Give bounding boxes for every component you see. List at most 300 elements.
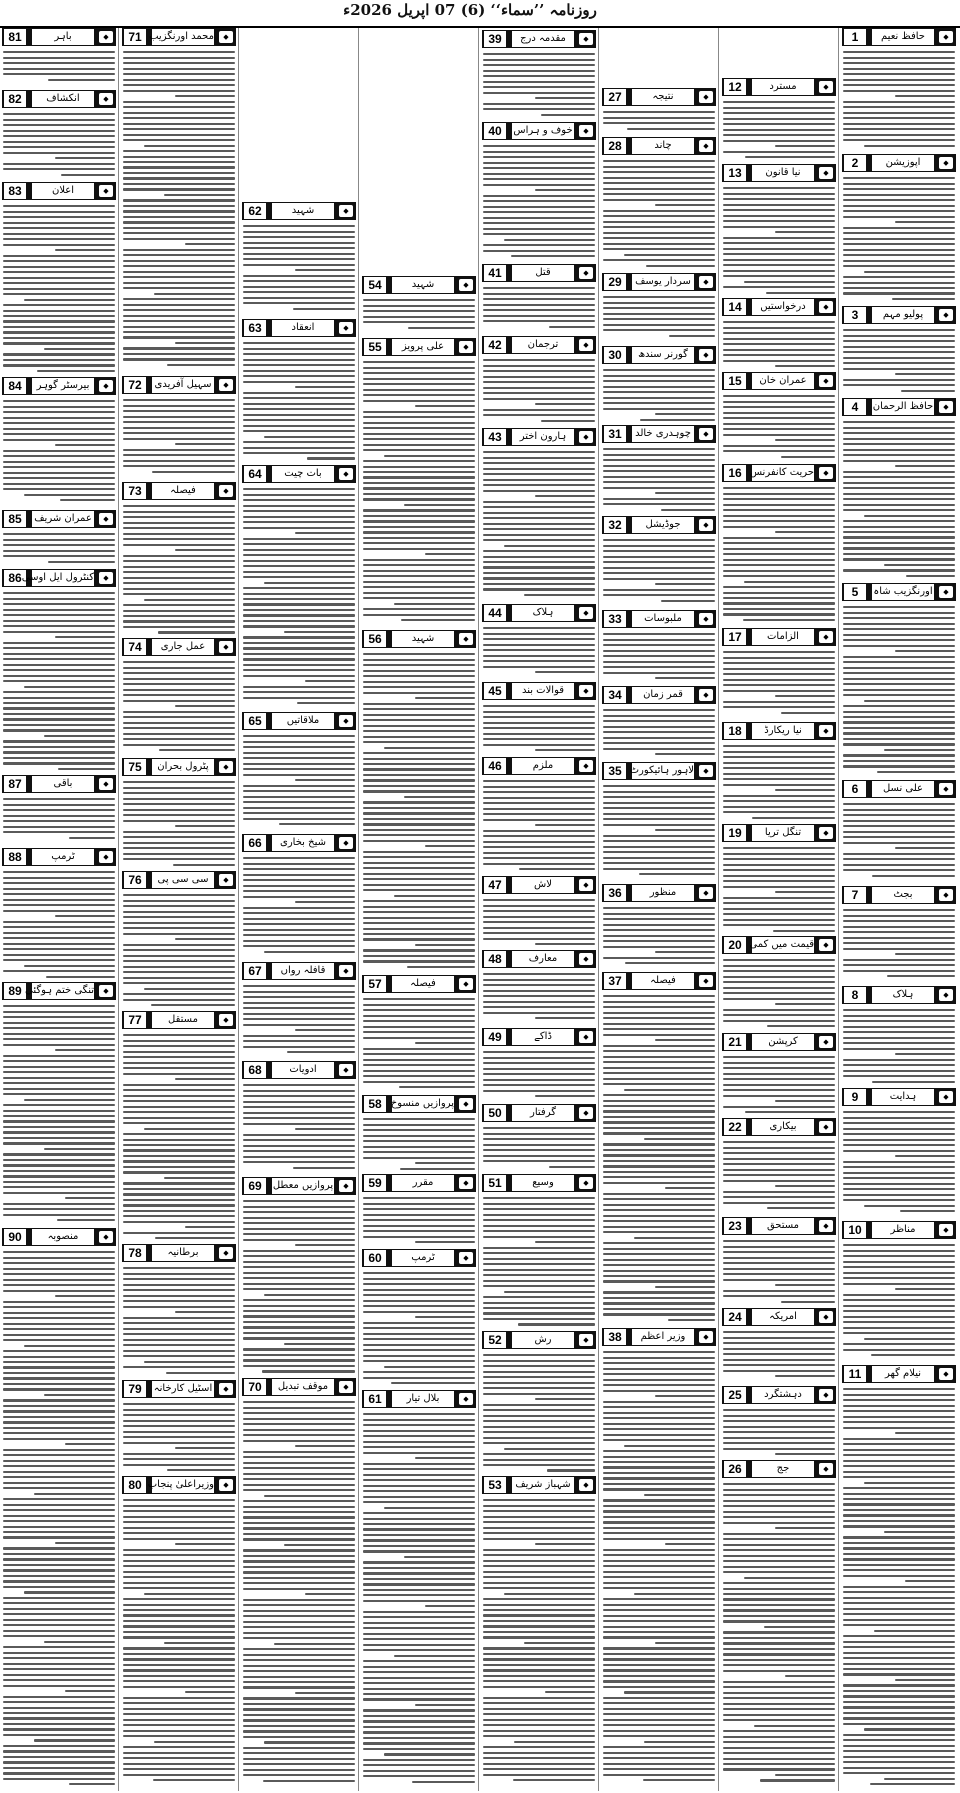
news-headline-bar[interactable] [122, 1380, 236, 1398]
news-item[interactable] [722, 372, 836, 462]
news-headline-bar[interactable] [242, 1378, 356, 1396]
text-line [603, 188, 715, 190]
bakiya-tag-icon: ◆ [459, 279, 473, 291]
news-item[interactable] [362, 338, 476, 628]
news-headline-bar[interactable] [722, 824, 836, 842]
text-line [243, 890, 355, 892]
text-line [603, 715, 715, 717]
news-headline-bar[interactable] [122, 758, 236, 776]
news-item[interactable] [482, 682, 596, 755]
news-headline: نیلام گھر [872, 1366, 934, 1382]
news-item[interactable] [482, 1331, 596, 1474]
text-line [483, 1420, 595, 1422]
news-item[interactable] [242, 319, 356, 463]
news-headline-bar[interactable] [602, 516, 716, 534]
news-headline-bar[interactable] [122, 1476, 236, 1494]
news-headline-bar[interactable] [122, 482, 236, 500]
news-headline-bar[interactable] [482, 604, 596, 622]
bakiya-tag-icon: ◆ [579, 33, 593, 45]
text-line [3, 244, 115, 246]
news-item[interactable] [362, 630, 476, 973]
news-item[interactable] [122, 1380, 236, 1474]
news-item[interactable] [242, 834, 356, 960]
news-item[interactable] [482, 876, 596, 948]
news-headline-bar[interactable] [602, 137, 716, 155]
text-line [243, 364, 355, 366]
news-headline-bar[interactable] [722, 936, 836, 954]
news-item[interactable] [2, 848, 116, 980]
text-line [363, 433, 475, 435]
text-line [394, 1655, 475, 1657]
text-line [843, 738, 955, 740]
news-item[interactable] [122, 1011, 236, 1242]
text-line [843, 765, 955, 767]
news-item[interactable] [242, 202, 356, 317]
news-item[interactable] [722, 1217, 836, 1306]
column-divider [358, 28, 359, 1791]
text-line [603, 1362, 715, 1364]
text-line [843, 443, 955, 445]
text-line [843, 1602, 955, 1604]
text-line [3, 539, 115, 541]
text-line [723, 1719, 835, 1721]
news-headline-bar[interactable] [362, 630, 476, 648]
news-headline-bar[interactable] [122, 28, 236, 46]
news-item[interactable] [842, 1221, 956, 1363]
text-line [483, 905, 595, 907]
news-item[interactable] [722, 1460, 836, 1789]
text-line [3, 1652, 115, 1654]
news-headline-bar[interactable] [362, 1095, 476, 1113]
text-line [123, 1746, 235, 1748]
news-headline-bar[interactable] [722, 298, 836, 316]
news-item[interactable] [482, 336, 596, 426]
news-headline-bar[interactable] [482, 1104, 596, 1122]
news-headline-bar[interactable] [122, 871, 236, 889]
news-item[interactable] [482, 428, 596, 602]
news-headline-bar[interactable] [2, 377, 116, 395]
news-headline-bar[interactable] [362, 1249, 476, 1267]
text-line [3, 550, 115, 552]
news-item[interactable] [722, 1033, 836, 1116]
news-item[interactable] [482, 1476, 596, 1789]
text-line [843, 937, 955, 939]
news-headline-bar[interactable] [482, 757, 596, 775]
text-line [603, 391, 715, 393]
news-item[interactable] [842, 1088, 956, 1219]
news-item[interactable] [2, 377, 116, 508]
news-headline-bar[interactable] [2, 510, 116, 528]
text-line [603, 1028, 715, 1030]
text-line [843, 106, 955, 108]
news-item[interactable] [2, 775, 116, 846]
news-item[interactable] [482, 1028, 596, 1102]
text-line [483, 1636, 595, 1638]
news-item[interactable] [602, 425, 716, 514]
news-item[interactable] [842, 986, 956, 1086]
news-item[interactable] [482, 30, 596, 120]
news-item[interactable] [242, 465, 356, 710]
text-line [363, 1157, 475, 1159]
text-line [843, 101, 955, 103]
news-headline-bar[interactable] [242, 319, 356, 337]
news-headline-bar[interactable] [242, 465, 356, 483]
text-line [3, 337, 115, 339]
news-item[interactable] [602, 346, 716, 423]
text-line [3, 417, 115, 419]
news-headline-bar[interactable] [602, 686, 716, 704]
text-line [123, 57, 235, 59]
text-line [243, 1090, 355, 1092]
news-headline-bar[interactable] [122, 1011, 236, 1029]
news-item[interactable] [122, 28, 236, 374]
news-body-text [363, 995, 475, 1093]
news-item[interactable] [602, 516, 716, 608]
news-headline-bar[interactable] [482, 1174, 596, 1192]
news-headline-bar[interactable] [722, 372, 836, 390]
news-item[interactable] [122, 758, 236, 869]
news-item[interactable] [482, 122, 596, 262]
text-line [48, 561, 115, 563]
text-line [603, 1713, 715, 1715]
news-headline-bar[interactable] [2, 90, 116, 108]
news-item[interactable] [122, 376, 236, 480]
text-line [123, 1669, 235, 1671]
news-headline-bar[interactable] [242, 834, 356, 852]
news-headline-bar[interactable] [242, 1177, 356, 1195]
text-line [483, 479, 595, 481]
text-line [603, 935, 715, 937]
news-headline-bar[interactable] [362, 276, 476, 294]
news-item[interactable] [602, 137, 716, 271]
news-item[interactable] [242, 1061, 356, 1175]
news-headline-bar[interactable] [2, 569, 116, 587]
text-line [363, 1666, 475, 1668]
news-item[interactable] [362, 1390, 476, 1789]
news-headline-bar[interactable] [602, 762, 716, 780]
news-item[interactable] [842, 154, 956, 304]
text-line [363, 471, 475, 473]
news-headline-bar[interactable] [2, 982, 116, 1000]
news-headline-bar[interactable] [482, 1028, 596, 1046]
news-headline-bar[interactable] [602, 610, 716, 628]
news-body-text [123, 502, 235, 636]
text-line [123, 1527, 235, 1529]
news-item[interactable] [362, 276, 476, 336]
news-item[interactable] [482, 1174, 596, 1329]
news-headline-bar[interactable] [2, 1228, 116, 1246]
text-line [3, 664, 115, 666]
news-headline-bar[interactable] [482, 122, 596, 140]
news-headline-bar[interactable] [602, 884, 716, 902]
news-headline-bar[interactable] [482, 428, 596, 446]
news-headline-bar[interactable] [842, 986, 956, 1004]
text-line [3, 68, 115, 70]
news-item[interactable] [602, 1328, 716, 1789]
news-headline-bar[interactable] [482, 1476, 596, 1494]
text-line [3, 1405, 115, 1407]
news-headline-bar[interactable] [722, 1460, 836, 1478]
text-line [243, 419, 355, 421]
text-line [123, 1403, 235, 1405]
news-item[interactable] [722, 936, 836, 1031]
text-line [123, 911, 235, 913]
news-item[interactable] [842, 398, 956, 581]
news-item[interactable] [722, 464, 836, 626]
news-body-text [723, 392, 835, 462]
bakiya-tag-icon: ◆ [939, 309, 953, 321]
text-line [843, 536, 955, 538]
text-line [363, 1698, 475, 1700]
text-line [603, 1719, 715, 1721]
text-line [723, 959, 835, 961]
text-line [843, 1150, 955, 1152]
news-headline-bar[interactable] [2, 28, 116, 46]
bakiya-tag-icon: ◆ [819, 1389, 833, 1401]
news-item[interactable] [842, 886, 956, 984]
text-line [843, 265, 955, 267]
news-headline-bar[interactable] [242, 712, 356, 730]
text-line [483, 70, 595, 72]
text-line [483, 1505, 595, 1507]
news-headline-bar[interactable] [2, 182, 116, 200]
news-item[interactable] [602, 88, 716, 135]
news-headline-bar[interactable] [722, 722, 836, 740]
news-headline-bar[interactable] [482, 336, 596, 354]
news-headline-bar[interactable] [482, 950, 596, 968]
news-headline-bar[interactable] [722, 78, 836, 96]
news-item[interactable] [842, 583, 956, 778]
news-headline-bar[interactable] [842, 1221, 956, 1239]
text-line [58, 768, 115, 770]
news-item[interactable] [362, 1095, 476, 1172]
text-line [123, 347, 235, 349]
text-line [723, 897, 835, 899]
news-headline-bar[interactable] [842, 1365, 956, 1383]
news-item[interactable] [122, 871, 236, 1009]
text-line [123, 814, 235, 816]
news-headline-bar[interactable] [602, 972, 716, 990]
text-line [363, 851, 475, 853]
news-item[interactable] [122, 638, 236, 756]
text-line [668, 1319, 715, 1321]
news-headline-bar[interactable] [602, 273, 716, 291]
news-headline-bar[interactable] [362, 1174, 476, 1192]
news-item[interactable] [482, 950, 596, 1026]
text-line [603, 791, 715, 793]
text-line [123, 1724, 235, 1726]
news-item[interactable] [122, 1244, 236, 1378]
news-headline-bar[interactable] [722, 1308, 836, 1326]
news-headline-bar[interactable] [842, 886, 956, 904]
news-headline-bar[interactable] [242, 962, 356, 980]
text-line [3, 943, 115, 945]
text-line [363, 1214, 475, 1216]
news-headline-bar[interactable] [602, 346, 716, 364]
news-item[interactable] [842, 28, 956, 152]
text-line [723, 1500, 835, 1502]
text-line [363, 1594, 475, 1596]
news-item[interactable] [2, 569, 116, 773]
text-line [723, 1653, 835, 1655]
news-number: 37 [604, 973, 626, 989]
text-line [3, 1723, 115, 1725]
news-item[interactable] [2, 90, 116, 180]
text-line [243, 1401, 355, 1403]
news-headline-bar[interactable] [842, 154, 956, 172]
news-item[interactable] [602, 972, 716, 1326]
news-item[interactable] [2, 510, 116, 567]
newspaper-page [0, 28, 960, 1791]
text-line [843, 1454, 955, 1456]
news-headline-bar[interactable] [602, 425, 716, 443]
news-headline-bar[interactable] [842, 398, 956, 416]
text-line [603, 840, 715, 842]
news-number: 55 [364, 339, 386, 355]
text-line [483, 852, 595, 854]
news-item[interactable] [2, 982, 116, 1226]
news-headline-bar[interactable] [242, 202, 356, 220]
news-headline-bar[interactable] [842, 1088, 956, 1106]
news-item[interactable] [482, 757, 596, 874]
news-headline-bar[interactable] [362, 338, 476, 356]
text-line [723, 275, 835, 277]
news-headline-bar[interactable] [722, 1118, 836, 1136]
text-line [603, 1379, 715, 1381]
text-line [24, 299, 115, 301]
news-item[interactable] [722, 298, 836, 370]
text-line [723, 498, 835, 500]
text-line [843, 1717, 955, 1719]
text-line [363, 592, 475, 594]
text-line [363, 321, 475, 323]
text-line [483, 1464, 595, 1466]
news-item[interactable] [602, 610, 716, 684]
news-headline-bar[interactable] [722, 1386, 836, 1404]
news-headline-bar[interactable] [722, 628, 836, 646]
news-item[interactable] [722, 1308, 836, 1384]
news-headline-bar[interactable] [602, 88, 716, 106]
text-line [843, 1427, 955, 1429]
text-line [483, 359, 595, 361]
news-item[interactable] [122, 482, 236, 636]
text-line [723, 684, 835, 686]
text-line [3, 1372, 115, 1374]
news-item[interactable] [242, 962, 356, 1059]
news-headline: منظور [632, 885, 694, 901]
text-line [625, 962, 715, 964]
text-line [123, 1188, 235, 1190]
news-headline-bar[interactable] [2, 775, 116, 793]
text-line [843, 368, 955, 370]
news-item[interactable] [842, 780, 956, 884]
news-headline-bar[interactable] [482, 1331, 596, 1349]
news-item[interactable] [2, 1228, 116, 1789]
news-item[interactable] [482, 604, 596, 680]
text-line [843, 238, 955, 240]
news-item[interactable] [602, 273, 716, 344]
news-item[interactable] [722, 722, 836, 822]
news-item[interactable] [842, 306, 956, 396]
news-headline-bar[interactable] [482, 264, 596, 282]
news-headline-bar[interactable] [482, 682, 596, 700]
news-headline-bar[interactable] [362, 975, 476, 993]
news-headline-bar[interactable] [722, 1033, 836, 1051]
news-headline-bar[interactable] [722, 164, 836, 182]
news-item[interactable] [242, 1177, 356, 1376]
text-line [3, 1696, 115, 1698]
news-item[interactable] [722, 78, 836, 162]
news-headline-bar[interactable] [122, 638, 236, 656]
news-item[interactable] [842, 1365, 956, 1789]
text-line [243, 1467, 355, 1469]
news-item[interactable] [122, 1476, 236, 1789]
text-line [603, 1384, 715, 1386]
text-line [3, 1712, 115, 1714]
text-line [603, 1587, 715, 1589]
news-number: 11 [844, 1366, 866, 1382]
news-item[interactable] [2, 28, 116, 88]
text-line [483, 572, 595, 574]
text-line [123, 1073, 235, 1075]
news-headline-bar[interactable] [602, 1328, 716, 1346]
news-item[interactable] [602, 686, 716, 760]
text-line [363, 1219, 475, 1221]
news-item[interactable] [362, 1174, 476, 1247]
news-item[interactable] [362, 975, 476, 1093]
news-headline-bar[interactable] [722, 464, 836, 482]
text-line [723, 123, 835, 125]
text-line [3, 477, 115, 479]
bakiya-tag-icon: ◆ [459, 978, 473, 990]
news-item[interactable] [722, 1386, 836, 1458]
news-headline-bar[interactable] [362, 1390, 476, 1408]
news-headline-bar[interactable] [2, 848, 116, 866]
news-item[interactable] [482, 1104, 596, 1172]
text-line [723, 360, 835, 362]
news-headline: شہید [272, 203, 334, 219]
news-item[interactable] [242, 712, 356, 832]
news-headline-bar[interactable] [242, 1061, 356, 1079]
news-body-text [483, 702, 595, 755]
news-headline-bar[interactable] [842, 583, 956, 601]
text-line [483, 173, 595, 175]
news-item[interactable] [2, 182, 116, 375]
news-headline-bar[interactable] [842, 28, 956, 46]
news-item[interactable] [722, 628, 836, 720]
news-item[interactable] [242, 1378, 356, 1789]
news-item[interactable] [602, 762, 716, 882]
news-item[interactable] [722, 824, 836, 934]
text-line [3, 1487, 115, 1489]
text-line [723, 395, 835, 397]
news-item[interactable] [482, 264, 596, 334]
text-line [363, 1081, 475, 1083]
news-headline-bar[interactable] [122, 1244, 236, 1262]
news-item[interactable] [362, 1249, 476, 1388]
news-headline-bar[interactable] [842, 780, 956, 798]
text-line [123, 922, 235, 924]
news-item[interactable] [722, 1118, 836, 1215]
news-headline-bar[interactable] [722, 1217, 836, 1235]
news-headline-bar[interactable] [842, 306, 956, 324]
news-headline-bar[interactable] [122, 376, 236, 394]
news-item[interactable] [722, 164, 836, 296]
news-headline-bar[interactable] [482, 876, 596, 894]
text-line [243, 1736, 355, 1738]
news-item[interactable] [602, 884, 716, 970]
news-headline-bar[interactable] [482, 30, 596, 48]
